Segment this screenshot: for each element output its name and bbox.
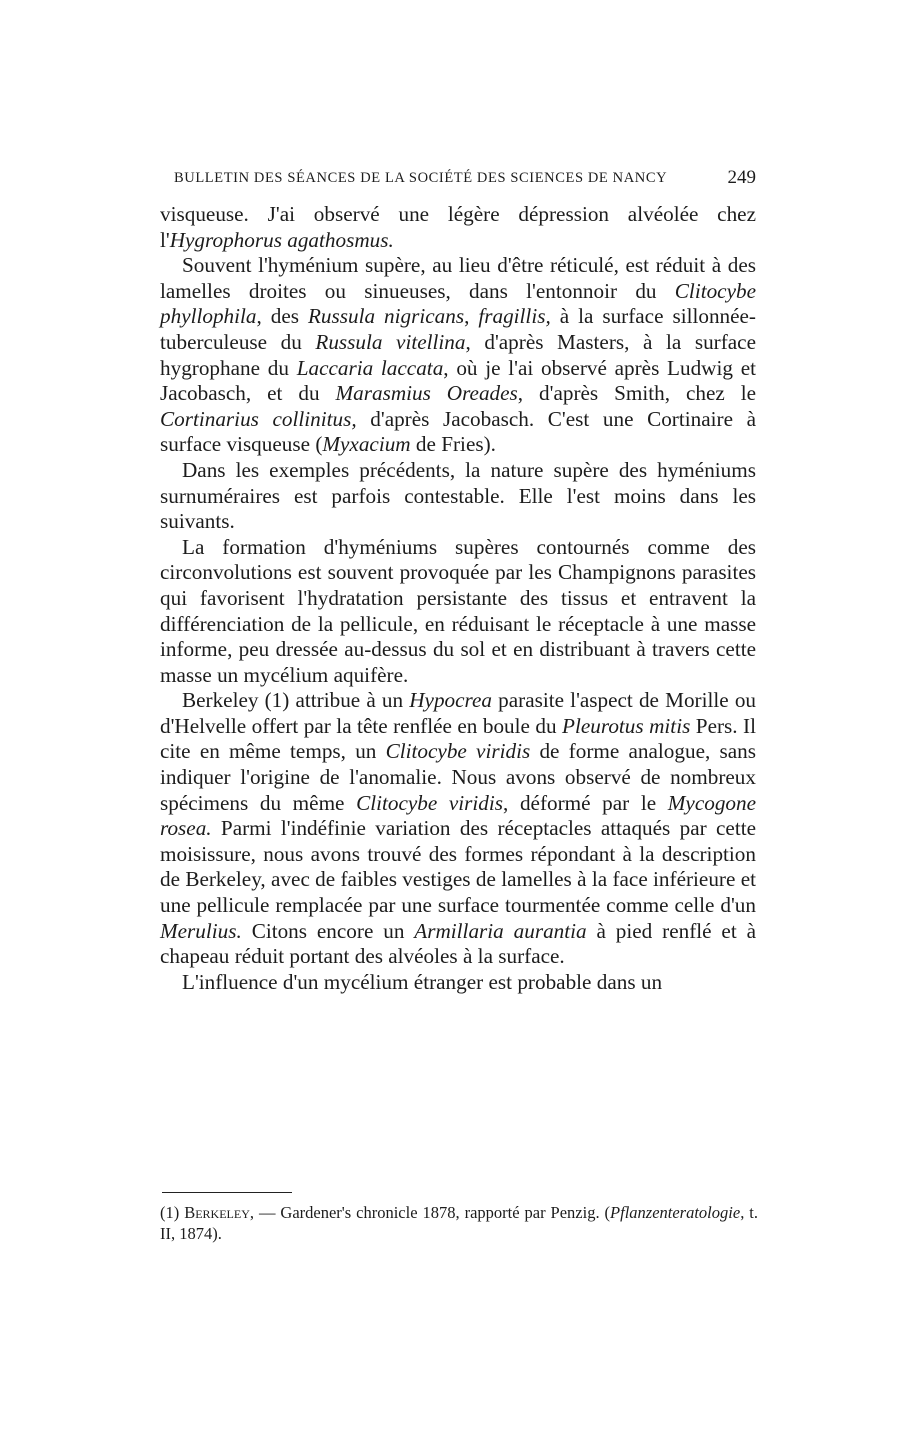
text-run: La formation d'hyméniums supères contournés comme des circonvolutions est souvent provoquée par les Champignons parasites qui favorisent l'hydratation persistante des tissus et entravent la différenciation de la pellicule, en réduisant le réceptacle à une masse informe, peu dressée au-dessus du sol et en distribuant à travers cette masse un mycélium aquifère. — [160, 534, 756, 687]
text-run: , déformé par le — [503, 790, 668, 815]
italic-text: Mycogone rosea. — [160, 790, 757, 841]
running-title: BULLETIN DES SÉANCES DE LA SOCIÉTÉ DES SCIENCES DE NANCY — [174, 170, 668, 186]
italic-text: Marasmius Oreades — [335, 381, 518, 406]
italic-text: Russula vitellina — [315, 329, 466, 354]
italic-text: Merulius. — [160, 918, 242, 943]
text-run: , t. II, 1874). — [160, 1203, 758, 1243]
text-run: Parmi l'indéfinie variation des réceptacles attaqués par cette moisissure, nous avons trouvé des formes répondant à la description de Berkeley, avec de faibles vestiges de lamelles à la face inférieure et une pellicule remplacée par une surface tourmentée comme celle d'un — [160, 816, 756, 918]
text-run: Citons encore un — [241, 918, 415, 943]
text-run: visqueuse. J'ai observé une légère dépression alvéolée chez l' — [160, 202, 756, 252]
body-text — [160, 202, 756, 995]
text-run: d'après Jacobasch. C'est une Cortinaire à surface visqueuse ( — [160, 406, 756, 457]
text-run: L'influence d'un mycélium étranger est probable dans un — [182, 969, 663, 994]
text-run: à pied renflé et à chapeau réduit portant des alvéoles à la surface. — [160, 918, 756, 969]
text-run: , — Gardener's chronicle 1878, rapporté par Penzig. ( — [249, 1203, 611, 1222]
text-run: , où je l'ai observé après Ludwig et Jacobasch, et du — [160, 355, 756, 406]
italic-text: Pleurotus mitis — [562, 713, 691, 738]
italic-text: Pflanzenteratologie — [610, 1203, 741, 1222]
italic-text: Myxacium — [322, 432, 411, 457]
italic-text: Russula nigricans — [307, 304, 465, 329]
italic-text: Cortinarius collinitus, — [160, 406, 357, 431]
text-run: de forme analogue, sans indiquer l'origine de l'anomalie. Nous avons observé de nombreux spécimens du même — [160, 739, 756, 815]
text-run: , d'après Smith, chez le — [517, 381, 756, 406]
text-run: Dans les exemples précédents, la nature supère des hyméniums surnuméraires est parfois contestable. Elle l'est moins dans les suivants. — [160, 457, 756, 534]
italic-text: Hypocrea — [409, 688, 492, 713]
italic-text: Clitocybe phyllophila — [160, 278, 756, 329]
italic-text: Armillaria aurantia — [414, 918, 587, 943]
page-number: 249 — [727, 167, 756, 188]
text-run: Pers. Il cite en même temps, un — [160, 713, 756, 764]
italic-text: Hygrophorus agathosmus. — [169, 227, 394, 252]
text-run: à la surface sillonnée-tuberculeuse du — [160, 304, 756, 354]
paragraph — [160, 253, 756, 458]
running-header — [174, 167, 756, 188]
text-run: , d'après Masters, à la surface hygrophane du — [160, 329, 756, 380]
footnote-rule — [162, 1192, 292, 1193]
footnote — [160, 1202, 758, 1244]
paragraph — [160, 970, 756, 996]
paragraph — [160, 688, 756, 970]
paragraph — [160, 535, 756, 689]
paragraph — [160, 458, 756, 535]
text-run: , — [464, 304, 479, 329]
paragraph — [160, 202, 756, 253]
footnote-text — [160, 1202, 758, 1244]
italic-text: fragillis, — [478, 304, 551, 329]
text-run: parasite l'aspect de Morille ou d'Helvelle offert par la tête renflée en boule du — [160, 688, 757, 738]
italic-text: Laccaria laccata — [296, 355, 444, 380]
text-run: Souvent l'hyménium supère, au lieu d'être réticulé, est réduit à des lamelles droites ou sinueuses, dans l'entonnoir du — [160, 253, 756, 303]
author-name: Berkeley — [184, 1203, 250, 1222]
text-run: de Fries). — [410, 432, 496, 457]
italic-text: Clitocybe viridis — [385, 739, 531, 764]
text-run: , des — [256, 304, 308, 329]
italic-text: Clitocybe viridis — [356, 790, 504, 815]
text-run: (1) — [160, 1203, 185, 1222]
text-run: Berkeley (1) attribue à un — [182, 688, 410, 713]
